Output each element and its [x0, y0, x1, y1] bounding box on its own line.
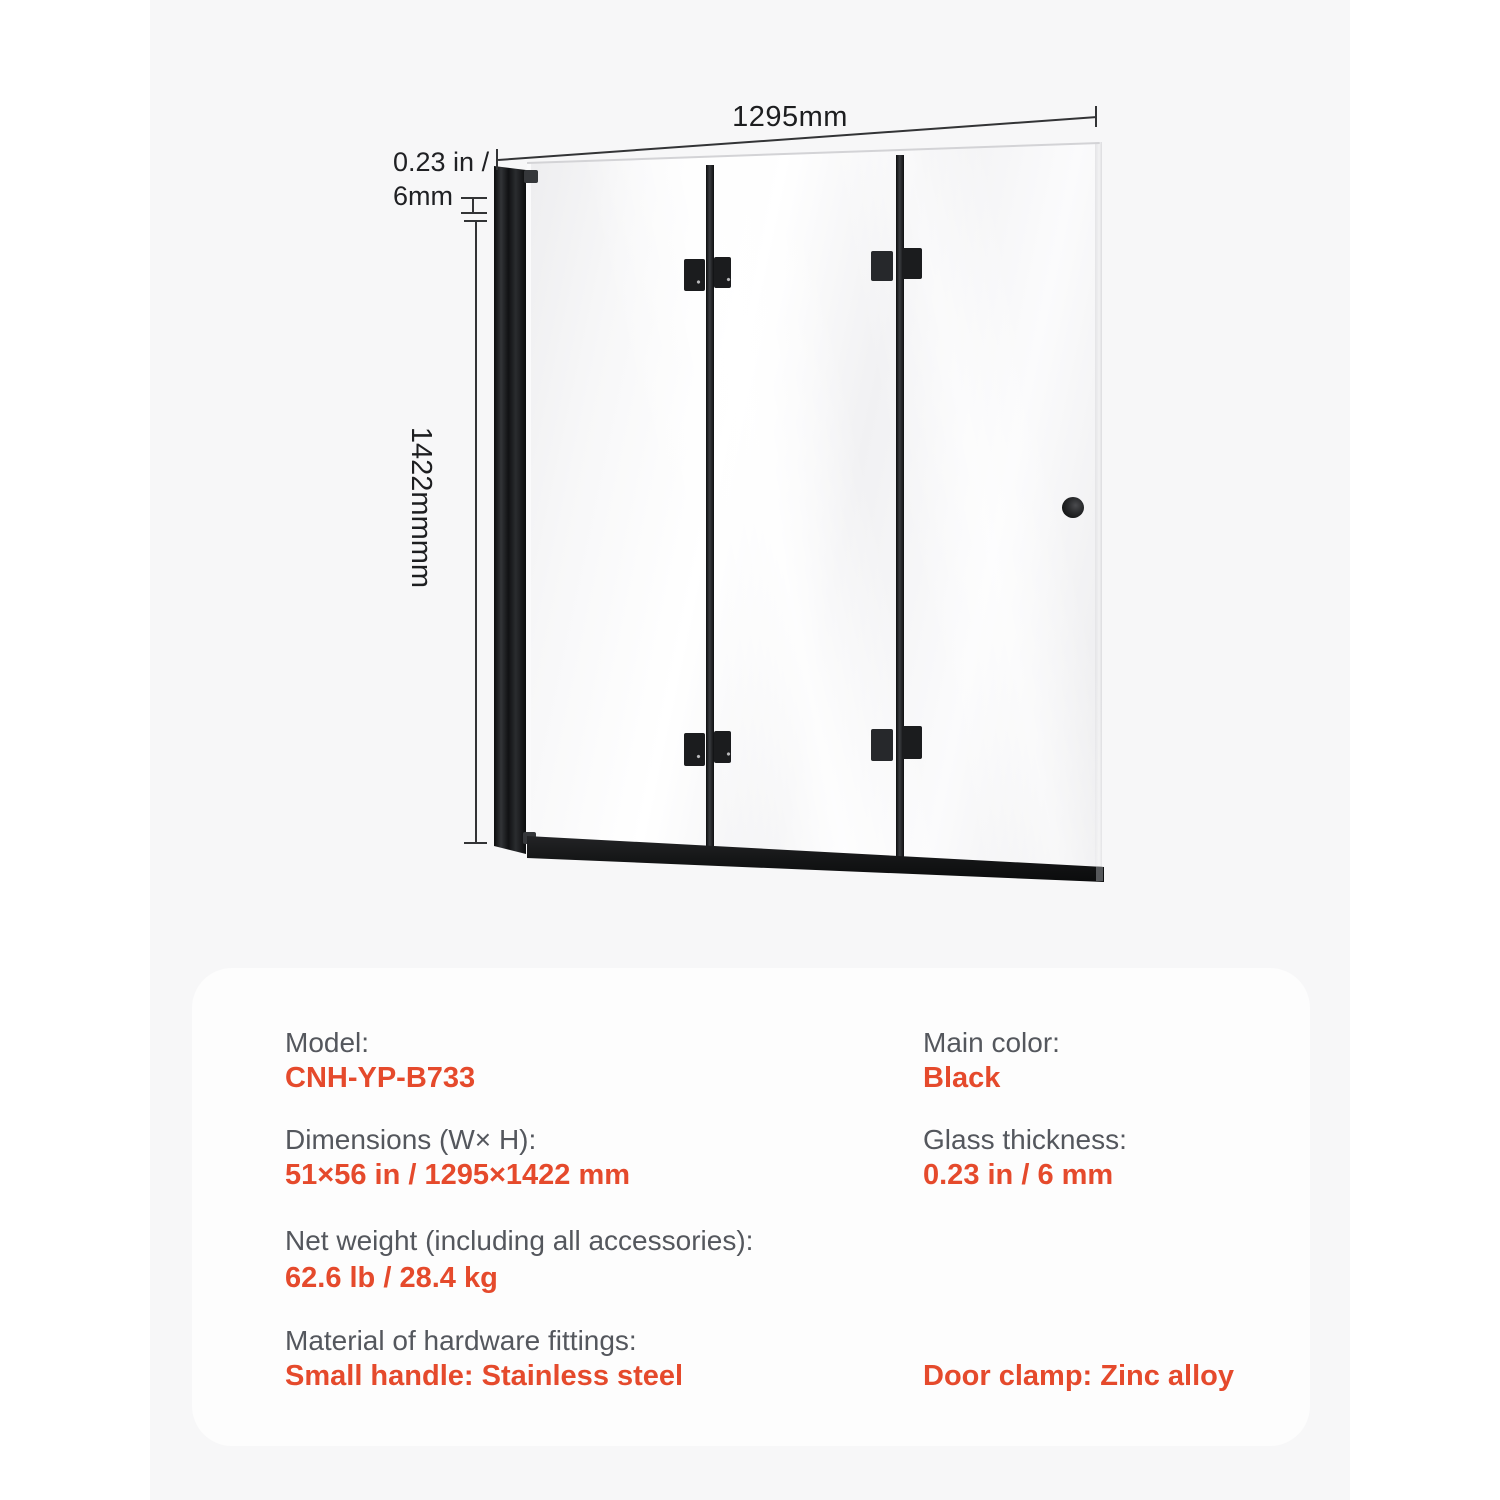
thickness-marker-bottom	[461, 212, 487, 214]
spec-value-door-clamp: Door clamp: Zinc alloy	[923, 1360, 1234, 1392]
hinge-1-lower-right-plate	[714, 731, 731, 763]
height-dimension-line	[475, 221, 477, 843]
hinge-1-upper-left-plate	[684, 259, 705, 291]
spec-value-main-color: Black	[923, 1062, 1001, 1094]
spec-value-glass-thickness: 0.23 in / 6 mm	[923, 1159, 1114, 1191]
hinge-2-lower-right-plate	[902, 726, 922, 759]
glass-panels	[527, 142, 1102, 867]
door-knob	[1062, 497, 1084, 518]
hinge-2-lower-left-plate	[871, 729, 893, 761]
spec-value-small-handle: Small handle: Stainless steel	[285, 1360, 684, 1392]
spec-label-dimensions: Dimensions (W× H):	[285, 1124, 537, 1155]
thickness-label-line1: 0.23 in /	[393, 147, 490, 177]
spec-label-glass-thickness: Glass thickness:	[923, 1124, 1127, 1155]
hinge-2-upper-left-plate	[871, 251, 893, 281]
spec-label-main-color: Main color:	[923, 1027, 1060, 1058]
fold-frame-bar-1	[706, 165, 714, 852]
glass-right-edge	[1095, 142, 1102, 867]
width-dimension-tick-left	[496, 149, 498, 170]
hinge-1-lower-left-plate	[684, 733, 705, 766]
spec-value-model: CNH-YP-B733	[285, 1062, 476, 1094]
spec-card	[192, 968, 1310, 1446]
spec-value-net-weight: 62.6 lb / 28.4 kg	[285, 1262, 498, 1294]
hinge-1-upper-right-plate	[714, 257, 731, 288]
spec-label-hardware-material: Material of hardware fittings:	[285, 1325, 637, 1356]
height-dimension-tick-top	[464, 220, 487, 222]
spec-label-net-weight: Net weight (including all accessories):	[285, 1225, 754, 1256]
thickness-marker-stem	[472, 199, 474, 212]
spec-value-dimensions: 51×56 in / 1295×1422 mm	[285, 1159, 631, 1191]
thickness-marker-top	[461, 197, 487, 199]
spec-label-model: Model:	[285, 1027, 370, 1058]
height-dimension-tick-bottom	[464, 842, 487, 844]
wall-profile-seam	[526, 170, 529, 836]
wall-bracket-top	[524, 170, 538, 183]
thickness-label-line2: 6mm	[393, 181, 453, 211]
hinge-2-upper-right-plate	[902, 248, 922, 279]
width-dimension-tick-right	[1095, 106, 1097, 127]
wall-profile-bar	[494, 166, 526, 854]
height-dimension-label: 1422mmmm	[405, 426, 437, 589]
width-dimension-label: 1295mm	[732, 101, 848, 133]
